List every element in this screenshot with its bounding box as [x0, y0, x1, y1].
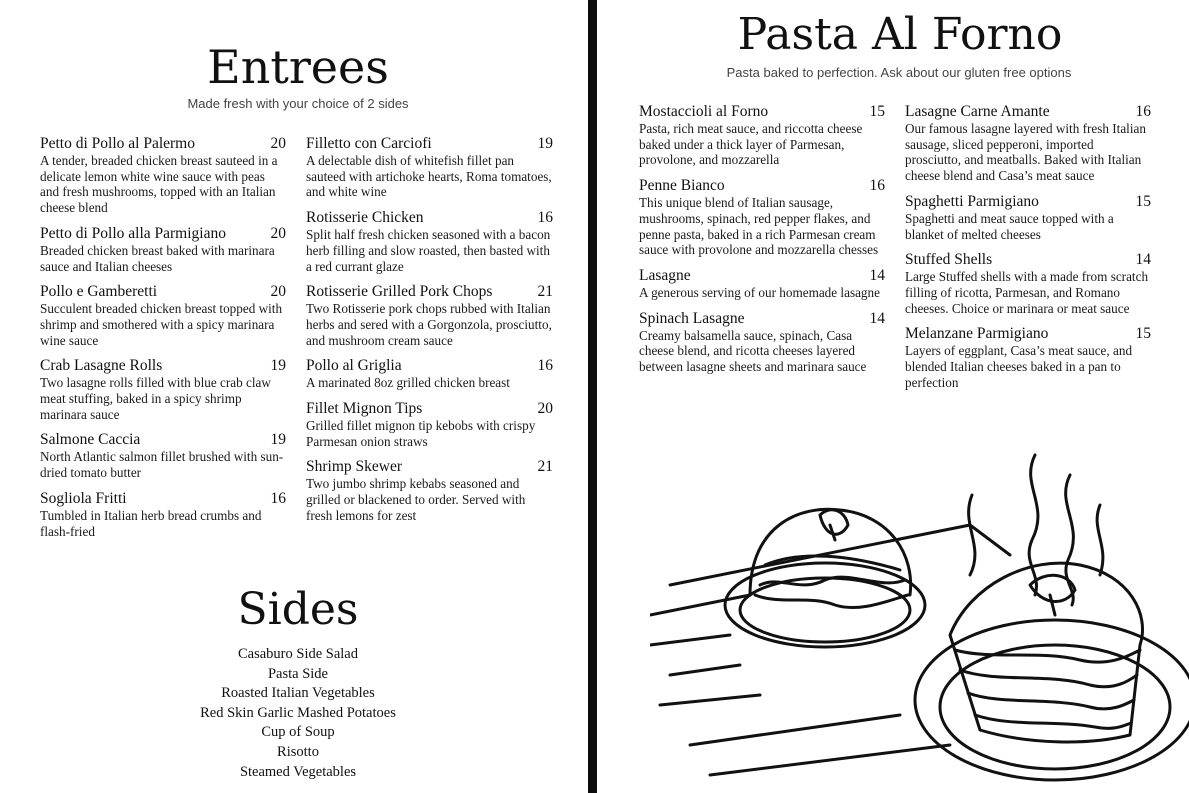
menu-item [306, 208, 553, 274]
menu-item-header [40, 134, 286, 153]
menu-item [905, 192, 1151, 242]
menu-item-header [306, 134, 553, 153]
menu-item-description: Large Stuffed shells with a made from scratch filling of ricotta, Parmesan, and Romano cheeses. Choice or marinara or meat sauce [905, 269, 1149, 316]
menu-item-header [905, 324, 1151, 343]
menu-item-name: Fillet Mignon Tips [306, 400, 423, 418]
menu-item-description: North Atlantic salmon fillet brushed with sun-dried tomato butter [40, 449, 284, 481]
menu-item-description: Our famous lasagne layered with fresh Italian sausage, sliced pepperoni, imported prosciutto, and meatballs. Baked with Italian cheese blend and Casa’s meat sauce [905, 121, 1146, 184]
menu-item-description: Two jumbo shrimp kebabs seasoned and grilled or blackened to order. Served with fresh lemons for zest [306, 476, 526, 523]
menu-item-price: 14 [1135, 251, 1151, 269]
menu-item-price: 16 [270, 489, 286, 507]
sides-title: Sides [237, 584, 359, 635]
side-item: Risotto [277, 743, 319, 760]
menu-item-name: Mostaccioli al Forno [639, 103, 769, 120]
side-item: Casaburo Side Salad [237, 646, 358, 662]
menu-item-name: Pollo al Griglia [306, 357, 402, 375]
menu-item [40, 282, 286, 348]
menu-item [905, 250, 1151, 316]
sides-list [150, 645, 446, 782]
menu-item-price: 15 [1135, 192, 1151, 210]
menu-item-description: Two Rotisserie pork chops rubbed with Italian herbs and sered with a Gorgonzola, prosciutto, and mushroom cream sauce [306, 301, 552, 348]
menu-item-price: 20 [270, 283, 286, 301]
menu-item-price: 20 [270, 135, 286, 152]
menu-item-header [905, 102, 1151, 121]
menu-item-description: Split half fresh chicken seasoned with a bacon herb filling and slow roasted, then basted with a red currant glaze [306, 227, 551, 274]
menu-item-header [40, 356, 286, 375]
menu-item-header [40, 489, 286, 508]
menu-item-name: Crab Lasagne Rolls [40, 357, 163, 375]
side-item: Cup of Soup [261, 724, 335, 741]
menu-item-header [306, 208, 553, 227]
menu-item-header [306, 399, 553, 418]
menu-item-header [639, 309, 885, 328]
menu-item-description: Spaghetti and meat sauce topped with a blanket of melted cheeses [905, 210, 1114, 242]
menu-item-name: Lasagne Carne Amante [905, 103, 1050, 120]
menu-item [905, 102, 1151, 184]
menu-item-price: 14 [869, 266, 885, 284]
menu-item [306, 134, 553, 200]
menu-item-description: Two lasagne rolls filled with blue crab claw meat stuffing, baked in a spicy shrimp marinara sauce [40, 375, 271, 422]
menu-item-description: Pasta, rich meat sauce, and riccotta cheese baked under a thick layer of Parmesan, provolone, and mozzarella [639, 121, 863, 168]
menu-item-name: Stuffed Shells [905, 251, 993, 269]
menu-item-price: 16 [869, 177, 885, 195]
menu-item-name: Spaghetti Parmigiano [905, 192, 1039, 210]
pasta-right-column [905, 102, 1151, 398]
menu-item-price: 21 [537, 283, 553, 301]
side-item: Roasted Italian Vegetables [221, 685, 375, 702]
menu-item [639, 102, 885, 168]
menu-item-description: A marinated 8oz grilled chicken breast [306, 375, 510, 391]
menu-item-price: 16 [537, 357, 553, 375]
menu-item-header [40, 282, 286, 301]
pasta-subtitle: Pasta baked to perfection. Ask about our gluten free options [726, 65, 1072, 80]
menu-item-name: Shrimp Skewer [306, 458, 403, 476]
menu-item-description: Tumbled in Italian herb bread crumbs and flash-fried [40, 507, 262, 539]
menu-item-name: Lasagne [639, 266, 691, 284]
menu-item-description: Succulent breaded chicken breast topped with shrimp and smothered with a spicy marinara wine sauce [40, 301, 283, 348]
menu-item-description: This unique blend of Italian sausage, mushrooms, spinach, red pepper flakes, and penne pasta, baked in a rich Parmesan cream sauce with provolone and mozzarella chesses [639, 195, 879, 258]
menu-item-description: A delectable dish of whitefish fillet pan sauteed with artichoke hearts, Roma tomatoes, and white wine [306, 153, 552, 200]
menu-item-header [40, 224, 286, 243]
menu-item-header [905, 192, 1151, 211]
menu-item-name: Salmone Caccia [40, 431, 141, 449]
menu-item-price: 20 [537, 400, 553, 418]
menu-item-description: Grilled fillet mignon tip kebobs with crispy Parmesan onion straws [306, 418, 536, 449]
lasagna-plate-illustration-icon [650, 445, 1189, 793]
menu-item [40, 224, 286, 274]
menu-item-name: Petto di Pollo al Palermo [40, 135, 195, 152]
menu-item [905, 324, 1151, 390]
menu-item-price: 21 [537, 458, 553, 476]
menu-item [306, 356, 553, 391]
menu-item-name: Melanzane Parmigiano [905, 325, 1049, 343]
menu-item-header [905, 250, 1151, 269]
page-divider [588, 0, 597, 793]
menu-item-header [639, 266, 885, 285]
menu-item-description: A tender, breaded chicken breast sauteed in a delicate lemon white wine sauce with peas and fresh mushrooms, topped with an Italian cheese blend [40, 153, 278, 216]
menu-item-price: 16 [537, 209, 553, 227]
side-item: Red Skin Garlic Mashed Potatoes [200, 704, 396, 721]
menu-item [306, 282, 553, 348]
menu-item [639, 176, 885, 258]
menu-item-name: Rotisserie Grilled Pork Chops [306, 283, 493, 301]
menu-item [639, 309, 885, 375]
menu-item-price: 15 [869, 103, 885, 120]
menu-item-price: 15 [1135, 325, 1151, 343]
entrees-title: Entrees [207, 40, 389, 94]
pasta-title: Pasta Al Forno [737, 9, 1063, 60]
entrees-left-column [40, 134, 286, 547]
menu-item-name: Penne Bianco [639, 177, 725, 195]
menu-item [40, 134, 286, 216]
menu-item-header [40, 430, 286, 449]
menu-item [40, 356, 286, 422]
pasta-left-column [639, 102, 885, 383]
menu-item-description: Layers of eggplant, Casa’s meat sauce, and blended Italian cheeses baked in a pan to perfection [905, 343, 1133, 390]
menu-item-description: Breaded chicken breast baked with marinara sauce and Italian cheeses [40, 242, 275, 274]
menu-item-description: A generous serving of our homemade lasagne [639, 284, 880, 300]
menu-item-name: Sogliola Fritti [40, 489, 127, 507]
menu-item-price: 14 [869, 309, 885, 327]
menu-item-header [639, 176, 885, 195]
menu-item-header [306, 282, 553, 301]
menu-item-price: 20 [270, 224, 286, 242]
menu-item-name: Filletto con Carciofi [306, 135, 432, 152]
menu-item [40, 489, 286, 539]
menu-item [40, 430, 286, 480]
menu-item-name: Spinach Lasagne [639, 309, 745, 327]
menu-item-header [306, 356, 553, 375]
entrees-subtitle: Made fresh with your choice of 2 sides [187, 96, 409, 111]
menu-item-price: 19 [270, 357, 286, 375]
menu-item-header [639, 102, 885, 121]
menu-item [306, 457, 553, 523]
menu-item [639, 266, 885, 301]
menu-item-description: Creamy balsamella sauce, spinach, Casa cheese blend, and ricotta cheeses layered between lasagne sheets and marinara sauce [639, 327, 867, 375]
side-item: Pasta Side [267, 665, 328, 682]
menu-item-name: Pollo e Gamberetti [40, 283, 158, 301]
menu-item-price: 19 [270, 431, 286, 449]
menu-item-price: 19 [537, 135, 553, 152]
menu-item-price: 16 [1135, 103, 1151, 120]
menu-item-name: Rotisserie Chicken [306, 209, 424, 227]
menu-item-name: Petto di Pollo alla Parmigiano [40, 224, 226, 242]
menu-item-header [306, 457, 553, 476]
entrees-right-column [306, 134, 553, 532]
menu-item [306, 399, 553, 449]
side-item: Steamed Vegetables [239, 763, 357, 780]
